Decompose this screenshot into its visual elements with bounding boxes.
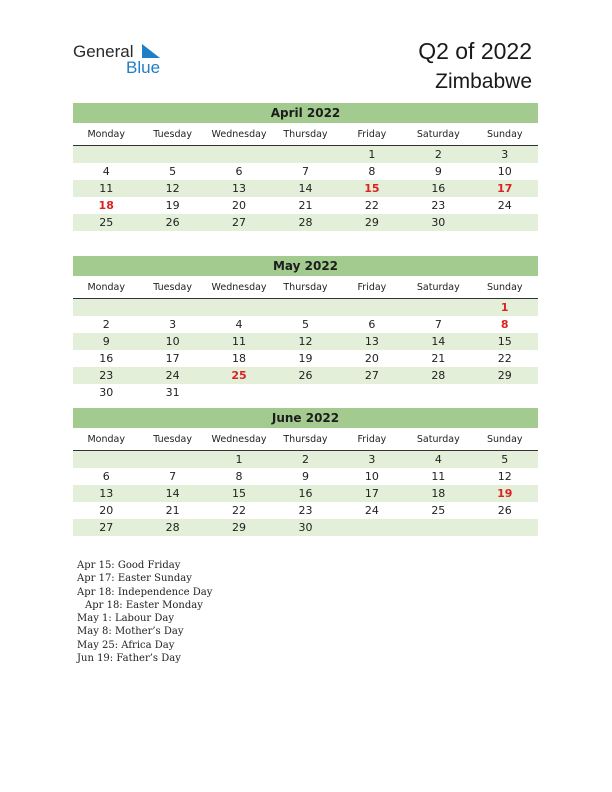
day-cell: 29 xyxy=(364,216,379,229)
day-cell: 3 xyxy=(501,148,509,161)
holiday-day-cell: 15 xyxy=(364,182,380,195)
day-cell: 16 xyxy=(431,182,446,195)
day-cell xyxy=(472,384,538,401)
day-cell: 10 xyxy=(364,470,379,483)
day-cell: 12 xyxy=(165,182,180,195)
weekday-label: Sunday xyxy=(486,434,523,445)
day-cell xyxy=(405,384,471,401)
weekday-label: Friday xyxy=(357,282,387,293)
day-cell xyxy=(139,146,205,163)
day-cell: 26 xyxy=(165,216,180,229)
weekday-header-row xyxy=(73,128,538,146)
holiday-day-cell: 18 xyxy=(98,199,114,212)
holiday-note: May 25: Africa Day xyxy=(77,639,175,651)
day-cell: 4 xyxy=(235,318,243,331)
day-cell: 29 xyxy=(232,521,247,534)
weekday-label: Monday xyxy=(87,129,125,140)
logo-word-general: General xyxy=(73,42,134,61)
day-cell: 4 xyxy=(102,165,110,178)
weekday-header-row xyxy=(73,281,538,299)
day-cell: 25 xyxy=(99,216,114,229)
day-cell: 13 xyxy=(364,335,379,348)
day-cell: 2 xyxy=(434,148,442,161)
day-cell: 7 xyxy=(301,165,309,178)
day-cell: 12 xyxy=(497,470,512,483)
day-cell: 24 xyxy=(364,504,379,517)
day-cell: 17 xyxy=(165,352,180,365)
day-cell: 16 xyxy=(298,487,313,500)
day-cell: 15 xyxy=(232,487,247,500)
weekday-label: Monday xyxy=(87,282,125,293)
day-cell: 27 xyxy=(99,521,114,534)
day-cell: 18 xyxy=(232,352,247,365)
day-cell: 25 xyxy=(431,504,446,517)
day-cell xyxy=(472,519,538,536)
month-header: April 2022 xyxy=(73,103,538,123)
day-cell: 20 xyxy=(232,199,247,212)
day-cell: 6 xyxy=(102,470,110,483)
day-cell: 22 xyxy=(232,504,247,517)
day-cell: 11 xyxy=(431,470,446,483)
day-cell: 21 xyxy=(165,504,180,517)
day-cell: 21 xyxy=(298,199,313,212)
day-cell: 1 xyxy=(235,453,243,466)
day-cell: 24 xyxy=(165,369,180,382)
day-cell: 28 xyxy=(431,369,446,382)
day-cell: 15 xyxy=(497,335,512,348)
day-cell: 5 xyxy=(169,165,177,178)
day-cell: 23 xyxy=(298,504,313,517)
day-cell xyxy=(206,299,272,316)
day-cell: 8 xyxy=(235,470,243,483)
day-cell xyxy=(405,519,471,536)
weekday-header-row xyxy=(73,433,538,451)
day-cell: 3 xyxy=(169,318,177,331)
holiday-day-cell: 19 xyxy=(497,487,513,500)
weekday-label: Tuesday xyxy=(153,282,192,293)
day-cell: 7 xyxy=(434,318,442,331)
weekday-label: Saturday xyxy=(416,434,460,445)
week-row xyxy=(73,180,538,197)
holiday-note: Apr 17: Easter Sunday xyxy=(77,573,192,585)
week-row xyxy=(73,384,538,401)
page-title: Q2 of 2022 xyxy=(418,38,532,64)
day-cell: 5 xyxy=(301,318,309,331)
month-may xyxy=(73,256,538,401)
weekday-label: Sunday xyxy=(486,282,523,293)
holiday-note: Jun 19: Father’s Day xyxy=(77,653,181,665)
day-cell xyxy=(73,451,139,468)
country-name: Zimbabwe xyxy=(435,70,532,93)
day-cell xyxy=(272,384,338,401)
day-cell: 14 xyxy=(165,487,180,500)
day-cell: 18 xyxy=(431,487,446,500)
weekday-label: Thursday xyxy=(283,129,328,140)
day-cell: 30 xyxy=(99,386,114,399)
holiday-note: Apr 18: Easter Monday xyxy=(85,599,203,611)
day-cell: 24 xyxy=(497,199,512,212)
day-cell: 9 xyxy=(301,470,309,483)
week-row xyxy=(73,519,538,536)
day-cell: 23 xyxy=(99,369,114,382)
holiday-day-cell: 8 xyxy=(500,318,509,331)
day-cell xyxy=(73,146,139,163)
day-cell: 20 xyxy=(364,352,379,365)
day-cell: 31 xyxy=(165,386,180,399)
day-cell: 30 xyxy=(431,216,446,229)
day-cell: 30 xyxy=(298,521,313,534)
week-row xyxy=(73,299,538,316)
holiday-day-cell: 25 xyxy=(231,369,247,382)
day-cell: 5 xyxy=(501,453,509,466)
holiday-note: Apr 15: Good Friday xyxy=(77,560,181,571)
day-cell xyxy=(339,384,405,401)
day-cell: 22 xyxy=(364,199,379,212)
day-cell: 28 xyxy=(165,521,180,534)
day-cell: 3 xyxy=(368,453,376,466)
week-row xyxy=(73,367,538,384)
day-cell: 11 xyxy=(99,182,114,195)
month-april xyxy=(73,103,538,231)
day-cell: 13 xyxy=(99,487,114,500)
day-cell: 11 xyxy=(232,335,247,348)
month-header: May 2022 xyxy=(73,256,538,276)
weekday-label: Friday xyxy=(357,129,387,140)
holiday-day-cell: 1 xyxy=(500,301,509,314)
day-cell xyxy=(405,299,471,316)
weekday-label: Wednesday xyxy=(211,282,267,293)
weekday-label: Saturday xyxy=(416,129,460,140)
day-cell: 14 xyxy=(298,182,313,195)
day-cell: 16 xyxy=(99,352,114,365)
day-cell: 10 xyxy=(165,335,180,348)
weekday-label: Tuesday xyxy=(153,129,192,140)
day-cell: 8 xyxy=(368,165,376,178)
day-cell: 27 xyxy=(364,369,379,382)
day-cell: 1 xyxy=(368,148,376,161)
day-cell xyxy=(206,146,272,163)
day-cell xyxy=(339,519,405,536)
day-cell: 14 xyxy=(431,335,446,348)
weekday-label: Friday xyxy=(357,434,387,445)
holiday-list xyxy=(77,559,212,665)
day-cell: 2 xyxy=(301,453,309,466)
week-row xyxy=(73,502,538,519)
holiday-note: May 1: Labour Day xyxy=(77,613,174,625)
week-row xyxy=(73,197,538,214)
weekday-label: Wednesday xyxy=(211,434,267,445)
week-row xyxy=(73,451,538,468)
week-row xyxy=(73,468,538,485)
day-cell: 19 xyxy=(298,352,313,365)
holiday-day-cell: 17 xyxy=(497,182,513,195)
day-cell xyxy=(206,384,272,401)
day-cell xyxy=(472,214,538,231)
day-cell: 7 xyxy=(169,470,177,483)
day-cell: 19 xyxy=(165,199,180,212)
day-cell xyxy=(73,299,139,316)
day-cell: 28 xyxy=(298,216,313,229)
day-cell: 22 xyxy=(497,352,512,365)
day-cell xyxy=(139,451,205,468)
weekday-label: Monday xyxy=(87,434,125,445)
weekday-label: Sunday xyxy=(486,129,523,140)
weekday-label: Tuesday xyxy=(153,434,192,445)
week-row xyxy=(73,146,538,163)
month-june xyxy=(73,408,538,536)
day-cell: 12 xyxy=(298,335,313,348)
week-row xyxy=(73,485,538,502)
day-cell: 17 xyxy=(364,487,379,500)
day-cell xyxy=(272,146,338,163)
holiday-note: May 8: Mother’s Day xyxy=(77,626,184,638)
day-cell: 4 xyxy=(434,453,442,466)
weekday-label: Thursday xyxy=(283,282,328,293)
month-header: June 2022 xyxy=(73,408,538,428)
week-row xyxy=(73,350,538,367)
day-cell: 2 xyxy=(102,318,110,331)
weekday-label: Saturday xyxy=(416,282,460,293)
brand-logo xyxy=(73,42,173,78)
holiday-note: Apr 18: Independence Day xyxy=(77,586,213,598)
day-cell: 26 xyxy=(298,369,313,382)
day-cell: 9 xyxy=(102,335,110,348)
week-row xyxy=(73,333,538,350)
week-row xyxy=(73,214,538,231)
week-row xyxy=(73,163,538,180)
day-cell: 10 xyxy=(497,165,512,178)
day-cell: 13 xyxy=(232,182,247,195)
logo-word-blue: Blue xyxy=(126,58,161,77)
day-cell: 27 xyxy=(232,216,247,229)
day-cell: 23 xyxy=(431,199,446,212)
day-cell xyxy=(272,299,338,316)
weekday-label: Wednesday xyxy=(211,129,267,140)
day-cell: 26 xyxy=(497,504,512,517)
week-row xyxy=(73,316,538,333)
day-cell xyxy=(339,299,405,316)
day-cell: 6 xyxy=(368,318,376,331)
day-cell: 29 xyxy=(497,369,512,382)
weekday-label: Thursday xyxy=(283,434,328,445)
day-cell: 21 xyxy=(431,352,446,365)
day-cell: 9 xyxy=(434,165,442,178)
day-cell: 6 xyxy=(235,165,243,178)
day-cell: 20 xyxy=(99,504,114,517)
day-cell xyxy=(139,299,205,316)
